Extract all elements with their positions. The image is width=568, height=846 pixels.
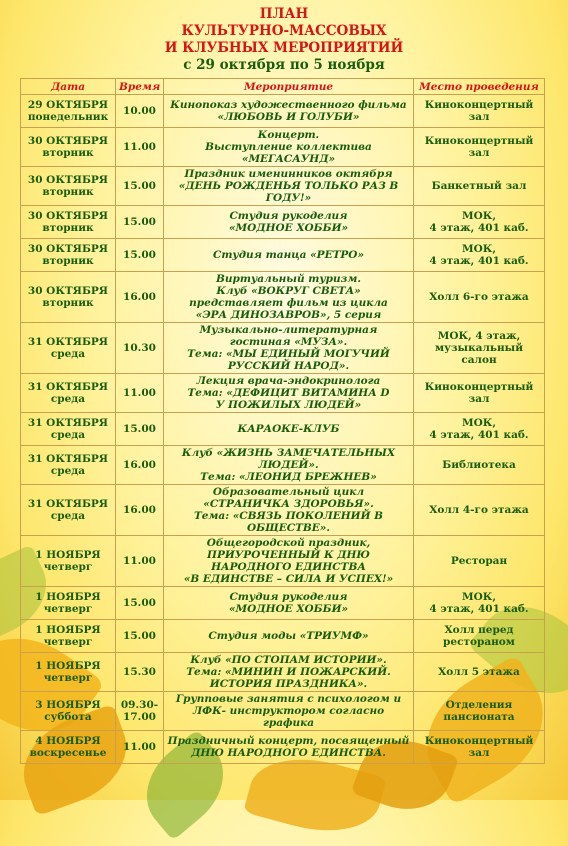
event-cell-line: Групповые занятия с психологом и	[175, 693, 402, 705]
time-cell	[116, 167, 164, 206]
event-cell-line: РУССКИЙ НАРОД».	[227, 360, 350, 372]
event-cell-line: ГОДУ!»	[265, 192, 312, 204]
date-cell-line: 3 НОЯБРЯ	[35, 699, 101, 711]
time-cell	[116, 128, 164, 167]
event-cell	[164, 167, 414, 206]
event-cell-line: представляет фильм из цикла	[189, 297, 388, 309]
event-cell-line: ЛЮДЕЙ».	[258, 459, 319, 471]
place-cell-line: Библиотека	[442, 459, 516, 471]
place-cell	[414, 446, 545, 485]
place-cell-line: Холл 5 этажа	[438, 666, 520, 678]
event-cell-line: «ЛЮБОВЬ И ГОЛУБИ»	[217, 111, 360, 123]
table-row	[21, 587, 545, 620]
time-cell	[116, 692, 164, 731]
table-header-row	[21, 79, 545, 95]
place-cell-line: Отделения	[445, 699, 513, 711]
time-cell	[116, 323, 164, 374]
date-cell-line: воскресенье	[29, 747, 107, 759]
event-cell-line: Виртуальный туризм.	[216, 273, 361, 285]
table-row	[21, 413, 545, 446]
event-cell-line: У ПОЖИЛЫХ ЛЮДЕЙ»	[215, 399, 362, 411]
event-cell-line: Клуб «ВОКРУГ СВЕТА»	[216, 285, 361, 297]
date-cell-line: 31 ОКТЯБРЯ	[27, 381, 109, 393]
table-row	[21, 446, 545, 485]
event-cell-line: «ЭРА ДИНОЗАВРОВ», 5 серия	[195, 309, 382, 321]
place-cell-line: Холл 6-го этажа	[429, 291, 529, 303]
time-cell	[116, 95, 164, 128]
event-cell-line: «СТРАНИЧКА ЗДОРОВЬЯ».	[203, 498, 374, 510]
table-row	[21, 167, 545, 206]
place-cell-line: салон	[461, 354, 497, 366]
place-cell	[414, 323, 545, 374]
event-cell	[164, 653, 414, 692]
date-cell-line: 1 НОЯБРЯ	[35, 660, 101, 672]
column-header-place: Место проведения	[414, 79, 545, 95]
event-cell	[164, 272, 414, 323]
place-cell-line: музыкальный	[435, 342, 523, 354]
date-cell-line: четверг	[43, 672, 93, 684]
column-header-event: Мероприятие	[164, 79, 414, 95]
event-cell-line: НАРОДНОГО ЕДИНСТВА	[211, 561, 366, 573]
date-cell-line: 31 ОКТЯБРЯ	[27, 453, 109, 465]
date-cell-line: четверг	[43, 636, 93, 648]
event-cell-line: «МОДНОЕ ХОББИ»	[228, 222, 349, 234]
date-cell	[21, 128, 116, 167]
table-row	[21, 239, 545, 272]
time-cell-line: 09.30-	[120, 699, 159, 711]
column-header-date: Дата	[21, 79, 116, 95]
event-cell-line: ОБЩЕСТВЕ».	[247, 522, 330, 534]
event-cell-line: Тема: «МИНИН И ПОЖАРСКИЙ.	[186, 666, 391, 678]
place-cell	[414, 653, 545, 692]
time-cell-line: 15.30	[123, 666, 156, 678]
time-cell	[116, 374, 164, 413]
time-cell-line: 11.00	[123, 555, 156, 567]
place-cell-line: зал	[468, 111, 490, 123]
time-cell	[116, 485, 164, 536]
time-cell	[116, 587, 164, 620]
place-cell	[414, 413, 545, 446]
date-cell-line: четверг	[43, 561, 93, 573]
time-cell-line: 10.30	[123, 342, 156, 354]
time-cell	[116, 413, 164, 446]
date-cell-line: вторник	[42, 186, 94, 198]
date-cell	[21, 692, 116, 731]
place-cell	[414, 731, 545, 764]
date-cell-line: 30 ОКТЯБРЯ	[27, 135, 109, 147]
event-cell-line: Кинопоказ художественного фильма	[170, 99, 407, 111]
title-line: ПЛАН	[259, 6, 309, 22]
place-cell-line: МОК, 4 этаж,	[437, 330, 521, 342]
event-cell-line: Праздник именинников октября	[184, 168, 393, 180]
event-cell-line: Студия рукоделия	[229, 591, 348, 603]
event-cell-line: графика	[262, 717, 315, 729]
date-cell-line: среда	[50, 348, 86, 360]
event-cell-line: Музыкально-литературная	[199, 324, 378, 336]
place-cell-line: зал	[468, 147, 490, 159]
date-cell	[21, 653, 116, 692]
place-cell-line: Холл перед	[444, 624, 514, 636]
time-cell-line: 15.00	[123, 180, 156, 192]
time-cell-line: 17.00	[123, 711, 156, 723]
place-cell-line: рестораном	[443, 636, 515, 648]
table-row	[21, 95, 545, 128]
date-cell	[21, 587, 116, 620]
place-cell	[414, 95, 545, 128]
table-row	[21, 128, 545, 167]
place-cell-line: зал	[468, 393, 490, 405]
date-cell	[21, 620, 116, 653]
event-cell	[164, 413, 414, 446]
place-cell-line: зал	[468, 747, 490, 759]
date-cell	[21, 95, 116, 128]
event-cell-line: Концерт.	[257, 129, 320, 141]
event-cell	[164, 620, 414, 653]
date-cell-line: вторник	[42, 147, 94, 159]
place-cell	[414, 620, 545, 653]
schedule-rows	[21, 95, 545, 764]
event-cell-line: Студия танца «РЕТРО»	[212, 249, 365, 261]
event-cell-line: Тема: «СВЯЗЬ ПОКОЛЕНИЙ В	[193, 510, 384, 522]
time-cell-line: 16.00	[123, 504, 156, 516]
event-cell-line: «В ЕДИНСТВЕ – СИЛА И УСПЕХ!»	[183, 573, 394, 585]
date-cell	[21, 206, 116, 239]
event-cell	[164, 692, 414, 731]
table-row	[21, 272, 545, 323]
place-cell-line: МОК,	[462, 591, 496, 603]
table-row	[21, 323, 545, 374]
place-cell-line: 4 этаж, 401 каб.	[429, 222, 529, 234]
place-cell	[414, 272, 545, 323]
date-cell-line: вторник	[42, 297, 94, 309]
event-cell-line: КАРАОКЕ-КЛУБ	[237, 423, 340, 435]
event-cell-line: «МЕГАСАУНД»	[241, 153, 336, 165]
date-cell-line: суббота	[44, 711, 92, 723]
date-cell-line: 1 НОЯБРЯ	[35, 549, 101, 561]
time-cell	[116, 536, 164, 587]
event-cell-line: Лекция врача-эндокринолога	[196, 375, 381, 387]
place-cell	[414, 692, 545, 731]
place-cell	[414, 587, 545, 620]
place-cell	[414, 374, 545, 413]
date-cell-line: среда	[50, 465, 86, 477]
date-cell-line: понедельник	[27, 111, 109, 123]
time-cell-line: 16.00	[123, 459, 156, 471]
table-row	[21, 731, 545, 764]
date-cell-line: 29 ОКТЯБРЯ	[27, 99, 109, 111]
title-line: КУЛЬТУРНО-МАССОВЫХ	[181, 23, 387, 39]
table-row	[21, 692, 545, 731]
event-cell	[164, 587, 414, 620]
event-cell-line: Клуб «ПО СТОПАМ ИСТОРИИ».	[190, 654, 387, 666]
table-row	[21, 536, 545, 587]
place-cell-line: МОК,	[462, 417, 496, 429]
time-cell-line: 15.00	[123, 630, 156, 642]
place-cell-line: Киноконцертный	[424, 381, 534, 393]
time-cell-line: 15.00	[123, 249, 156, 261]
place-cell-line: 4 этаж, 401 каб.	[429, 603, 529, 615]
date-cell-line: среда	[50, 510, 86, 522]
time-cell-line: 11.00	[123, 141, 156, 153]
event-cell-line: Образовательный цикл	[212, 486, 365, 498]
date-cell	[21, 167, 116, 206]
place-cell-line: пансионата	[443, 711, 515, 723]
time-cell	[116, 620, 164, 653]
table-row	[21, 485, 545, 536]
event-cell-line: ДНЮ НАРОДНОГО ЕДИНСТВА.	[191, 747, 386, 759]
date-cell	[21, 272, 116, 323]
time-cell-line: 11.00	[123, 741, 156, 753]
event-cell-line: «ДЕНЬ РОЖДЕНЬЯ ТОЛЬКО РАЗ В	[178, 180, 399, 192]
place-cell-line: Киноконцертный	[424, 99, 534, 111]
date-cell-line: 31 ОКТЯБРЯ	[27, 417, 109, 429]
event-cell-line: Клуб «ЖИЗНЬ ЗАМЕЧАТЕЛЬНЫХ	[181, 447, 396, 459]
place-cell	[414, 239, 545, 272]
time-cell-line: 15.00	[123, 216, 156, 228]
place-cell-line: Киноконцертный	[424, 135, 534, 147]
place-cell	[414, 485, 545, 536]
table-row	[21, 206, 545, 239]
event-cell	[164, 536, 414, 587]
place-cell	[414, 536, 545, 587]
date-cell	[21, 374, 116, 413]
event-cell-line: ПРИУРОЧЕННЫЙ К ДНЮ	[207, 549, 370, 561]
place-cell	[414, 206, 545, 239]
event-cell-line: Студия моды «ТРИУМФ»	[208, 630, 369, 642]
date-cell	[21, 446, 116, 485]
event-cell	[164, 446, 414, 485]
event-cell-line: Студия рукоделия	[229, 210, 348, 222]
time-cell-line: 15.00	[123, 423, 156, 435]
event-cell-line: Общегородской праздник,	[206, 537, 371, 549]
date-cell-line: четверг	[43, 603, 93, 615]
place-cell-line: МОК,	[462, 210, 496, 222]
place-cell-line: Киноконцертный	[424, 735, 534, 747]
place-cell-line: Холл 4-го этажа	[429, 504, 529, 516]
event-cell	[164, 239, 414, 272]
page-title	[0, 6, 568, 74]
table-row	[21, 653, 545, 692]
date-cell-line: 30 ОКТЯБРЯ	[27, 285, 109, 297]
table-row	[21, 374, 545, 413]
event-cell	[164, 323, 414, 374]
time-cell	[116, 206, 164, 239]
date-cell-line: 30 ОКТЯБРЯ	[27, 210, 109, 222]
date-cell	[21, 413, 116, 446]
date-cell-line: среда	[50, 393, 86, 405]
place-cell-line: 4 этаж, 401 каб.	[429, 429, 529, 441]
date-cell	[21, 485, 116, 536]
event-cell-line: Тема: «ДЕФИЦИТ ВИТАМИНА D	[187, 387, 390, 399]
time-cell-line: 10.00	[123, 105, 156, 117]
table-row	[21, 620, 545, 653]
event-cell	[164, 374, 414, 413]
time-cell	[116, 239, 164, 272]
event-cell-line: Выступление коллектива	[205, 141, 372, 153]
time-cell-line: 16.00	[123, 291, 156, 303]
date-cell-line: 1 НОЯБРЯ	[35, 591, 101, 603]
place-cell-line: Ресторан	[450, 555, 508, 567]
event-cell-line: Праздничный концерт, посвященный	[167, 735, 410, 747]
event-cell	[164, 128, 414, 167]
time-cell-line: 11.00	[123, 387, 156, 399]
event-cell-line: Тема: «ЛЕОНИД БРЕЖНЕВ»	[200, 471, 377, 483]
time-cell	[116, 731, 164, 764]
time-cell	[116, 446, 164, 485]
date-cell-line: 31 ОКТЯБРЯ	[27, 336, 109, 348]
date-cell-line: 30 ОКТЯБРЯ	[27, 174, 109, 186]
date-cell-line: вторник	[42, 255, 94, 267]
event-cell-line: «МОДНОЕ ХОББИ»	[228, 603, 349, 615]
event-cell-line: ИСТОРИЯ ПРАЗДНИКА».	[209, 678, 368, 690]
place-cell-line: 4 этаж, 401 каб.	[429, 255, 529, 267]
date-cell-line: вторник	[42, 222, 94, 234]
place-cell	[414, 128, 545, 167]
title-line: И КЛУБНЫХ МЕРОПРИЯТИЙ	[164, 40, 404, 56]
date-cell-line: 31 ОКТЯБРЯ	[27, 498, 109, 510]
time-cell-line: 15.00	[123, 597, 156, 609]
date-cell-line: 4 НОЯБРЯ	[35, 735, 101, 747]
event-cell-line: Тема: «МЫ ЕДИНЫЙ МОГУЧИЙ	[187, 348, 390, 360]
place-cell-line: Банкетный зал	[431, 180, 527, 192]
date-cell-line: среда	[50, 429, 86, 441]
place-cell-line: МОК,	[462, 243, 496, 255]
event-cell	[164, 485, 414, 536]
place-cell	[414, 167, 545, 206]
schedule-table	[20, 78, 545, 764]
date-cell	[21, 239, 116, 272]
date-cell-line: 30 ОКТЯБРЯ	[27, 243, 109, 255]
column-header-time: Время	[116, 79, 164, 95]
event-cell	[164, 95, 414, 128]
event-cell	[164, 206, 414, 239]
time-cell	[116, 653, 164, 692]
event-cell	[164, 731, 414, 764]
date-cell	[21, 536, 116, 587]
event-cell-line: гостиная «МУЗА».	[229, 336, 348, 348]
period-subtitle: с 29 октября по 5 ноября	[183, 57, 385, 73]
time-cell	[116, 272, 164, 323]
date-cell-line: 1 НОЯБРЯ	[35, 624, 101, 636]
date-cell	[21, 731, 116, 764]
date-cell	[21, 323, 116, 374]
event-cell-line: ЛФК- инструктором согласно	[192, 705, 385, 717]
